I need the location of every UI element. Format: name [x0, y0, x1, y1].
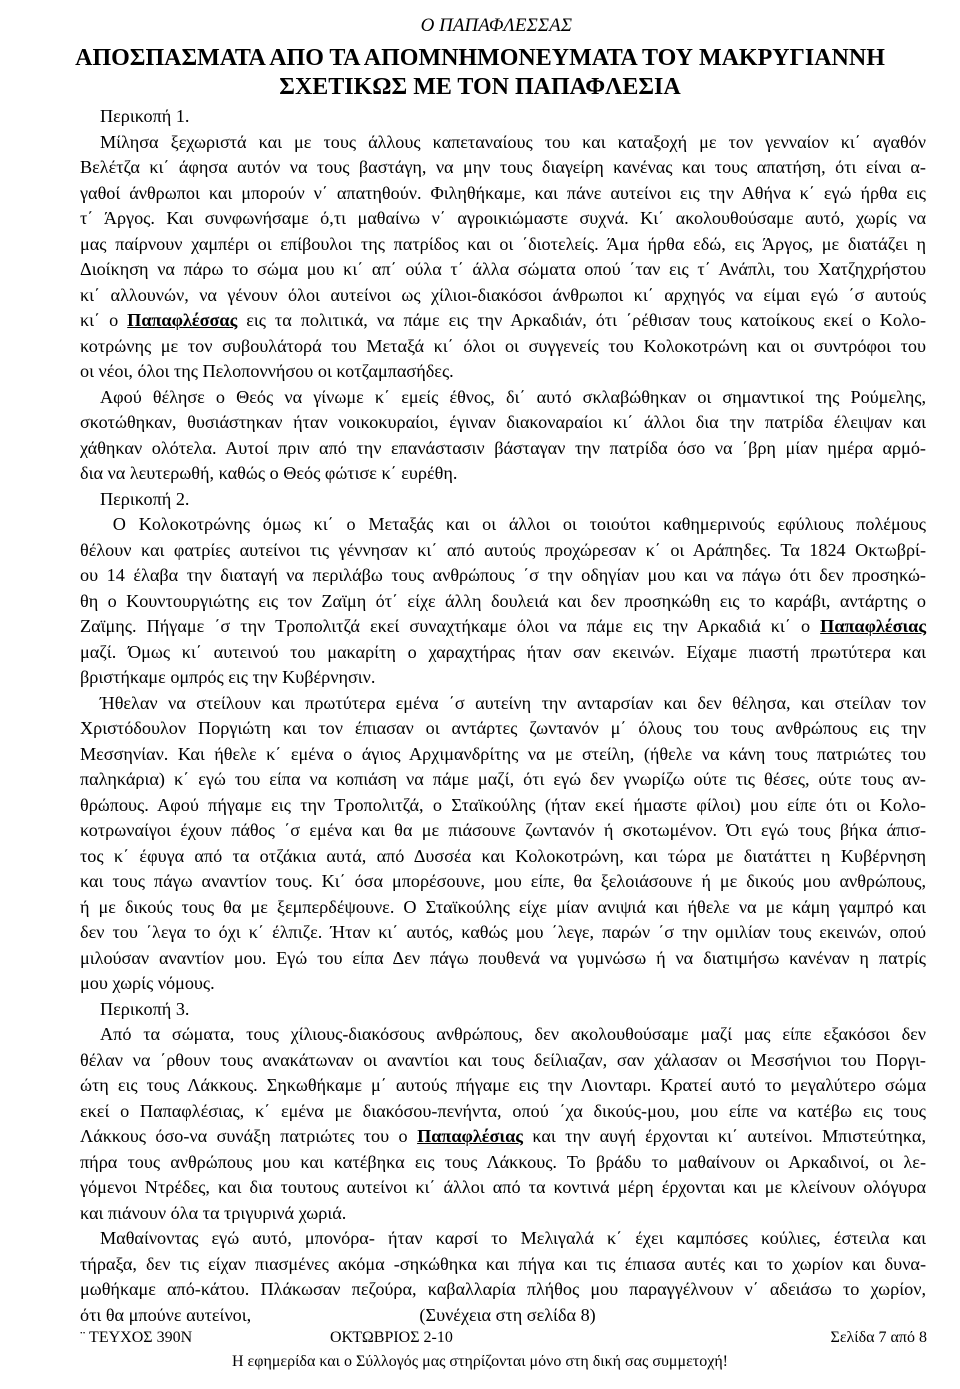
text-line — [80, 155, 926, 181]
line-text: Από τα σώματα, τους χίλιους-διακόσους ανθρώπους, δεν ακολουθούσαμε μαζί μας είπε εξακόσοι δεν — [100, 1024, 926, 1044]
footer-slogan: Η εφημερίδα και ο Σύλλογός μας στηρίζονται μόνο στη δική σας συμμετοχή! — [231, 1353, 729, 1370]
line-text: ή με δικούς τους θα με ξεμπερδέψουνε. Ο Σταϊκούλης είχε μίαν ανιψιά και ήθελε να με κάμη γαμπρό και — [80, 896, 926, 917]
line-text: πήρα τους ανθρώπους μου και κατέβηκα εις τους Λάκκους. Το βράδυ το μαθαίνουν οι Αρκαδινοί, οι λε- — [80, 1151, 926, 1172]
text-line — [80, 1303, 926, 1329]
article-title — [0, 44, 960, 102]
text-line — [80, 640, 926, 666]
line-text: Περικοπή 1. — [100, 106, 190, 126]
text-line — [80, 1099, 926, 1125]
text-line — [80, 232, 926, 258]
line-text: μαζί. Όμως κι΄ αυτεινού του μακαρίτη ο χαραχτήρας ήταν σαν εκεινών. Είχαμε πιαστή πρωτύτερα και — [80, 641, 926, 662]
line-text: Χριστόδουλον Ποργιώτη και τον έπιασαν οι αντάρτες ζωντανόν μ΄ όλους του τους ανθρώπους εις την — [80, 718, 926, 738]
line-text: Λάκκους όσο-να συνάξη πατριώτες του ο — [80, 1126, 418, 1146]
line-text: Μίλησα ξεχωριστά και με τους άλλους καπεταναίους του και καταξοχή με τον γενναίον κι΄ αγαθόν — [100, 131, 926, 152]
text-line — [80, 206, 926, 232]
person-name: Παπαφλέσσας — [127, 310, 238, 330]
text-line — [80, 614, 926, 640]
text-line — [80, 997, 926, 1023]
text-line — [80, 818, 926, 844]
line-text: κι΄ ο — [80, 310, 128, 330]
line-text: θέλαν να ΄ρθουν τους ανακάτωναν οι αναντίοι και τους δείλιαζαν, σαν χάλασαν οι Μεσσήνιοι του Ποργι- — [80, 1049, 926, 1070]
text-line — [80, 1022, 926, 1048]
text-line — [80, 742, 926, 768]
line-text: σκοτώθηκαν, θυσιάστηκαν ήταν νοικοκυραίοι, έγιναν διακοναραίοι κι΄ άλλοι δια την πατρίδα έλειψαν και — [80, 412, 926, 432]
line-text: και την αυγή έρχονται κι΄ αυτείνοι. Μπιστεύτηκα, — [522, 1126, 926, 1146]
text-line — [80, 1175, 926, 1201]
text-line — [80, 487, 926, 513]
line-text: Ζαϊμης. Πήγαμε ΄σ την Τροπολιτζά εκεί συναχτήκαμε όλοι να πάμε εις την Αρκαδιά κι΄ ο — [80, 616, 821, 636]
line-text: μιλούσαν αναντίον μου. Εγώ του είπα Δεν πάγω πουθενά να γυμνώσω ή να διατιμήσω κανέναν η πατρίς — [80, 947, 926, 968]
article-title-line-1: ΑΠΟΣΠΑΣΜΑΤΑ ΑΠΟ ΤΑ ΑΠΟΜΝΗΜΟΝΕΥΜΑΤΑ ΤΟΥ ΜΑΚΡΥΓΙΑΝΝΗ — [75, 45, 885, 71]
issue-number: ¨ ΤΕΥΧΟΣ 390Ν — [80, 1329, 193, 1346]
line-text: και τους πάγω αναντίον τους. Κι΄ όσα μπορέσουνε, μου είπε, θα ξελοιάσουνε ή με δικούς μου ανθρώπους, — [80, 871, 926, 891]
line-text: θρώπους. Αφού πήγαμε εις την Τροπολιτζά, ο Σταϊκούλης (ήταν εκεί ήμαστε φίλοι) μου είπε ότι οι Κολο- — [80, 794, 926, 815]
line-text: γαθοί άνθρωποι και μπορούν ν΄ απατηθούν. Φιληθήκαμε, και πάνε αυτείνοι εις την Αθήνα κ΄ εγώ ήρθα εις — [80, 182, 926, 203]
line-text: Βελέτζα κι΄ άφησα αυτόν να τους βαστάγη, να μην τους διαγείρη κανένας και τους απατήση, ότι είναι α- — [80, 157, 926, 177]
text-line — [80, 283, 926, 309]
line-text: ότι θα μπούνε αυτείνοι, (Συνέχεια στη σελίδα 8) — [80, 1304, 596, 1325]
line-text: Μαθαίνοντας εγώ αυτό, μπονόρα- ήταν καρσί το Μελιγαλά κ΄ έχει καμπόσες κούλιες, έστειλα και — [100, 1228, 926, 1248]
text-line — [80, 181, 926, 207]
line-text: χάθηκαν ολότελα. Αυτοί πριν από την επανάστασιν βάσταγαν την πατρίδα όσο να ΄βρη μίαν ημέρα αρμό- — [80, 437, 926, 458]
text-line — [80, 461, 926, 487]
text-line — [80, 385, 926, 411]
text-line — [80, 1226, 926, 1252]
text-line — [80, 563, 926, 589]
text-line — [80, 1150, 926, 1176]
line-text: τήραξα, δεν τις είχαν πιασμένες ακόμα -σηκώθηκα και πήγα και τις έπιασα αυτές και το χωρίον και δυνα- — [80, 1253, 926, 1274]
line-text: κι΄ αλλουνών, να γένουν όλοι αυτείνοι ως χίλιοι-διακόσοι άνθρωποι κι΄ αρχηγός να είμαι εγώ ΄σ αυτούς — [80, 284, 926, 305]
text-line — [80, 1277, 926, 1303]
text-line — [80, 1048, 926, 1074]
section-kicker: Ο ΠΑΠΑΦΛΕΣΣΑΣ — [420, 15, 572, 36]
text-line — [80, 512, 926, 538]
text-line — [80, 436, 926, 462]
line-text: μας παίρνουν χαμπέρι οι επίβουλοι της πατρίδος και οι ΄διοτελείς. Άμα ήρθα εδώ, εις Άργος, με διατάζει η — [80, 233, 926, 254]
line-text: Περικοπή 2. — [100, 488, 190, 509]
text-line — [80, 691, 926, 717]
line-text: Περικοπή 3. — [100, 998, 190, 1019]
line-text: θέλουν και φατρίες αυτείνοι τις γέννησαν κι΄ από αυτούς προχώρεσαν κ΄ οι Αράπηδες. Τα 1824 Οκτωβρί- — [80, 539, 926, 560]
line-text: ώτη εις τους Λάκκους. Σηκωθήκαμε μ΄ αυτούς πήγαμε εις την Λιονταρι. Κρατεί αυτό το μεγαλύτερο σώμα — [80, 1075, 926, 1095]
line-text: κοτρώνης με τον συβουλάτορά του Μεταξά κι΄ όλοι οι συγγενείς του Κολοκοτρώνη και οι συντρόφοι του — [80, 335, 926, 356]
line-text: ου 14 έλαβα την διαταγή να περιλάβω τους ανθρώπους ΄σ την οδηγίαν μου και να πάγω ότι δεν προσηκώ- — [80, 565, 926, 585]
text-line — [80, 359, 926, 385]
line-text: κοτρωναίγοι έχουν πάθος ΄σ εμένα και θα με πιάσουνε ζωντανόν ή σκοτωμένον. Ότι εγώ τους βήκα άπισ- — [80, 820, 926, 840]
line-text: οι νέοι, όλοι της Πελοποννήσου οι κοτζαμπασήδες. — [80, 361, 454, 381]
line-text: τ΄ Άργος. Και συνφωνήσαμε ό,τι μαθαίνω ν΄ αγροικιώμαστε συχνά. Κι΄ ακολουθούσαμε αυτό, χωρίς να — [80, 208, 926, 228]
line-text: Ο Κολοκοτρώνης όμως κι΄ ο Μεταξάς και οι άλλοι οι τοιούτοι καθημερινούς εφύλιους πολέμους — [100, 514, 926, 534]
text-line — [80, 1201, 926, 1227]
issue-date: ΟΚΤΩΒΡΙΟΣ 2-10 — [330, 1329, 453, 1346]
text-line — [80, 538, 926, 564]
text-line — [80, 257, 926, 283]
line-text: γόμενοι Ντρέδες, και δια τουτους αυτείνοι κι΄ άλλοι από τα κοντινά μέρη έρχονται και με κλείνουν ολόγυρα — [80, 1177, 926, 1197]
line-text: θη ο Κουντουργιώτης εις τον Ζαϊμη ότ΄ είχε άλλη δουλειά και δεν προσηκώθη εις το καράβι, αντάρτης ο — [80, 590, 926, 611]
text-line — [80, 1073, 926, 1099]
text-line — [80, 971, 926, 997]
text-line — [80, 665, 926, 691]
article-body — [80, 104, 926, 1328]
text-line — [80, 104, 926, 130]
text-line — [80, 920, 926, 946]
line-text: βριστήκαμε ομπρός εις την Κυβέρνησιν. — [80, 667, 376, 687]
line-text: μωθήκαμε από-κάτου. Πλάκωσαν πεζούρα, καβαλλαρία πλήθος μου παραγγέλνουν ν΄ αδειάσω το χωρίον, — [80, 1279, 926, 1299]
person-name: Παπαφλέσιας — [820, 616, 926, 636]
text-line — [80, 793, 926, 819]
text-line — [80, 767, 926, 793]
line-text: δεν του ΄λεγα το όχι κ΄ έλπιζε. Ήταν κι΄ αυτός, καθώς μου ΄λεγε, παρών ΄σ την ομιλίαν τους εκεινών, οπού — [80, 922, 926, 942]
text-line — [80, 869, 926, 895]
line-text: Ήθελαν να στείλουν και πρωτύτερα εμένα ΄σ αυτείνη την ανταρσίαν και δεν θέλησα, και στείλαν τον — [100, 692, 926, 713]
line-text: Αφού θέλησε ο Θεός να γίνωμε κ΄ εμείς έθνος, δι΄ αυτό σκλαβώθηκαν οι σημαντικοί της Ρούμελης, — [100, 386, 926, 407]
line-text: και πιάνουν όλα τα τριγυρινά χωριά. — [80, 1202, 347, 1223]
line-text: Διοίκηση να πάρω το σώμα μου κι΄ απ΄ ούλα τ΄ άλλα σώματα οπού ΄ταν εις τ΄ Ανάπλι, του Χατζηχρήστου — [80, 259, 926, 279]
line-text: μου χωρίς νόμους. — [80, 973, 215, 993]
text-line — [80, 410, 926, 436]
line-text: τος κ΄ έφυγα από τα οτζάκια αυτά, από Δυσσέα και Κολοκοτρώνη, και τώρα με διατάττει η Κυβέρνηση — [80, 845, 926, 866]
text-line — [80, 589, 926, 615]
text-line — [80, 895, 926, 921]
text-line — [80, 716, 926, 742]
line-text: εις τα πολιτικά, να πάμε εις την Αρκαδιάν, ότι ΄ρέθισαν τους κατοίκους εκεί ο Κολο- — [237, 310, 926, 330]
text-line — [80, 844, 926, 870]
text-line — [80, 1124, 926, 1150]
text-line — [80, 308, 926, 334]
line-text: δια να λευτερωθή, καθώς ο Θεός φώτισε κ΄ ευρέθη. — [80, 463, 458, 483]
person-name: Παπαφλέσιας — [417, 1126, 523, 1146]
line-text: Μεσσηνίαν. Και ήθελε κ΄ εμένα ο άγιος Αρχιμανδρίτης να με στείλη, (ήθελε να κάνη τους πατριώτες του — [80, 743, 926, 764]
article-title-line-2: ΣΧΕΤΙΚΩΣ ΜΕ ΤΟΝ ΠΑΠΑΦΛΕΣΙΑ — [279, 74, 681, 100]
line-text: εκεί ο Παπαφλέσιας, κ΄ εμένα με διακόσου-πενήντα, οπού ΄χα δικούς-μου, μου είπε να κατέβω εις τους — [80, 1100, 926, 1121]
text-line — [80, 946, 926, 972]
line-text: παληκάρια) κ΄ εγώ του είπα να κοπιάση να πάμε μαζί, ότι εγώ δεν γνωρίζω ούτε τις θέσες, ούτε τους αν- — [80, 769, 926, 789]
text-line — [80, 130, 926, 156]
text-line — [80, 1252, 926, 1278]
page-number: Σελίδα 7 από 8 — [830, 1329, 927, 1346]
text-line — [80, 334, 926, 360]
